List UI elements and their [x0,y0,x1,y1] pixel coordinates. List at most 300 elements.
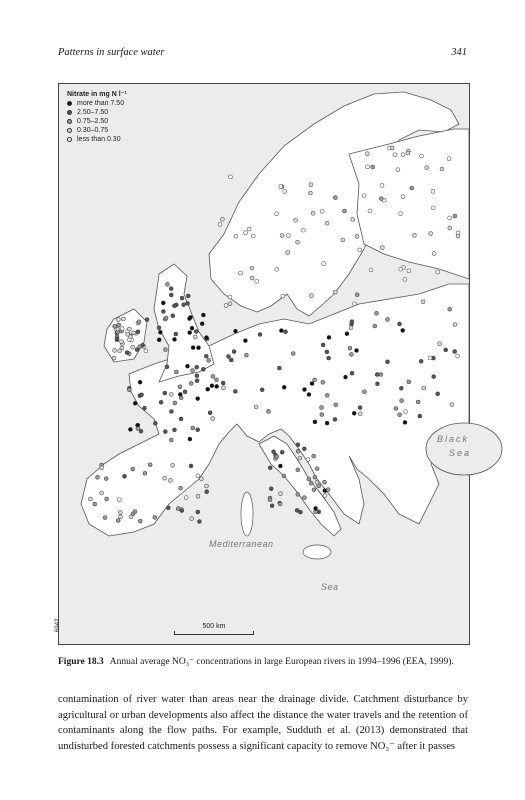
river-station-dot [326,488,330,492]
river-station-dot [362,194,366,198]
page-number: 341 [451,47,467,58]
river-station-dot [178,385,182,389]
river-station-dot [127,327,131,331]
river-station-dot [163,348,167,352]
river-station-dot [133,401,137,405]
river-station-dot [105,497,109,501]
river-station-dot [296,492,300,496]
river-station-dot [125,351,129,355]
river-station-dot [153,515,157,519]
river-station-dot [96,475,100,479]
river-station-dot [341,238,345,242]
river-station-dot [436,270,440,274]
river-station-dot [169,287,173,291]
river-station-dot [128,427,132,431]
river-station-dot [268,498,272,502]
scale-label: 500 km [202,623,226,630]
river-station-dot [371,165,375,169]
river-station-dot [116,318,120,322]
river-station-dot [157,338,161,342]
river-station-dot [93,502,97,506]
river-station-dot [373,324,377,328]
river-station-dot [184,496,188,500]
river-station-dot [379,197,383,201]
river-station-dot [325,350,329,354]
river-station-dot [448,226,452,230]
river-station-dot [234,234,238,238]
river-station-dot [180,296,184,300]
river-station-dot [358,412,362,416]
river-station-dot [291,352,295,356]
river-station-dot [88,497,92,501]
river-station-dot [189,464,193,468]
river-station-dot [103,516,107,520]
river-station-dot [447,157,451,161]
river-station-dot [309,183,313,187]
river-station-dot [448,307,452,311]
river-station-dot [421,300,425,304]
river-station-dot [260,388,264,392]
river-station-dot [221,386,225,390]
river-station-dot [186,364,190,368]
river-station-dot [172,304,176,308]
river-station-dot [159,400,163,404]
corsica-sardinia [241,492,253,536]
river-station-dot [428,356,432,360]
river-station-dot [453,350,457,354]
river-station-dot [272,450,276,454]
river-station-dot [119,515,123,519]
river-station-dot [416,400,420,404]
river-station-dot [138,380,142,384]
river-station-dot [386,318,390,322]
river-station-dot [279,329,283,333]
river-station-dot [386,360,390,364]
map-id: 6942 [55,618,61,632]
river-station-dot [191,346,195,350]
running-head [58,47,467,63]
river-station-dot [239,271,243,275]
river-station-dot [258,333,262,337]
river-station-dot [131,512,135,516]
river-station-dot [333,196,337,200]
legend-row [67,135,127,144]
river-station-dot [176,507,180,511]
river-station-dot [418,414,422,418]
river-station-dot [325,421,329,425]
river-station-dot [325,221,329,225]
river-station-dot [296,443,300,447]
river-station-dot [344,375,348,379]
river-station-dot [196,510,200,514]
river-station-dot [196,428,200,432]
river-station-dot [201,367,205,371]
river-station-dot [390,146,394,150]
river-station-dot [309,294,313,298]
river-station-dot [145,318,149,322]
river-station-dot [251,234,255,238]
river-station-dot [320,413,324,417]
river-station-dot [190,326,194,330]
river-station-dot [350,320,354,324]
river-station-dot [282,474,286,478]
river-station-dot [355,349,359,353]
river-station-dot [131,345,135,349]
river-station-dot [321,380,325,384]
river-station-dot [115,337,119,341]
river-station-dot [179,417,183,421]
river-station-dot [279,185,283,189]
river-station-dot [406,151,410,155]
river-station-dot [379,373,383,377]
river-station-dot [255,279,259,283]
legend-row [67,117,127,126]
river-station-dot [369,268,373,272]
river-station-dot [164,316,168,320]
figure-label: Figure 18.3 [58,657,104,667]
river-station-dot [197,346,201,350]
body-paragraph: contamination of river water than areas near the drainage divide. Catchment disturbance by agricultural or urban developments also affect the distance the water travels and the retention of contaminants along the flow paths. For example, Sudduth et al. (2013) demonstrated that undisturbed forested catchments possess a significant capacity to remove NO₃⁻ after it passes [58,694,468,752]
legend-swatch [67,119,72,124]
river-station-dot [100,491,104,495]
river-station-dot [298,456,302,460]
river-station-dot [250,266,254,270]
river-station-dot [343,209,347,213]
river-station-dot [143,471,147,475]
river-station-dot [355,293,359,297]
river-station-dot [136,427,140,431]
river-station-dot [169,293,173,297]
river-station-dot [127,388,131,392]
river-station-dot [165,282,169,286]
river-station-dot [296,240,300,244]
river-station-dot [191,369,195,373]
river-station-dot [278,502,282,506]
river-station-dot [153,421,157,425]
river-station-dot [104,477,108,481]
river-station-dot [205,490,209,494]
river-station-dot [204,336,208,340]
river-station-dot [188,437,192,441]
river-station-dot [221,381,225,385]
river-station-dot [448,216,452,220]
river-station-dot [398,413,402,417]
river-station-dot [456,234,460,238]
river-station-dot [193,335,197,339]
river-station-dot [117,498,121,502]
river-station-dot [189,315,193,319]
river-station-dot [171,314,175,318]
river-station-dot [333,290,337,294]
river-station-dot [310,382,314,386]
figure-caption [58,656,468,667]
river-station-dot [315,480,319,484]
legend-row [67,108,127,117]
river-station-dot [132,331,136,335]
river-station-dot [206,387,210,391]
river-station-dot [313,378,317,382]
river-station-dot [431,189,435,193]
river-station-dot [232,350,236,354]
river-station-dot [320,209,324,213]
river-station-dot [283,190,287,194]
river-station-dot [399,267,403,271]
river-station-dot [116,519,120,523]
river-station-dot [380,183,384,187]
river-station-dot [267,409,271,413]
river-station-dot [210,384,214,388]
river-station-dot [393,153,397,157]
legend-label: 0.75–2.50 [77,118,109,125]
map-legend [67,90,127,144]
river-station-dot [350,371,354,375]
legend-swatch [67,110,72,115]
river-station-dot [333,417,337,421]
river-station-dot [244,231,248,235]
river-station-dot [234,329,238,333]
river-station-dot [182,303,186,307]
river-station-dot [218,222,222,226]
river-station-dot [302,496,306,500]
river-station-dot [368,209,372,213]
river-station-dot [404,410,408,414]
river-station-dot [270,504,274,508]
river-station-dot [121,317,125,321]
river-station-dot [207,358,211,362]
river-station-dot [398,322,402,326]
river-station-dot [243,339,247,343]
river-station-dot [282,385,286,389]
river-station-dot [165,365,169,369]
river-station-dot [173,337,177,341]
river-station-dot [407,269,411,273]
river-station-dot [169,478,173,482]
river-station-dot [307,393,311,397]
river-station-dot [228,302,232,306]
river-station-dot [396,168,400,172]
river-station-dot [352,411,356,415]
river-station-dot [432,375,436,379]
river-station-dot [140,393,144,397]
river-station-dot [279,492,283,496]
legend-row [67,126,127,135]
river-station-dot [444,348,448,352]
river-station-dot [113,348,117,352]
river-station-dot [380,246,384,250]
river-station-dot [313,475,317,479]
river-station-dot [403,277,407,281]
river-station-dot [204,354,208,358]
river-station-dot [215,378,219,382]
river-station-dot [174,332,178,336]
river-station-dot [120,346,124,350]
legend-row [67,99,127,108]
river-station-dot [275,212,279,216]
river-station-dot [169,438,173,442]
river-station-dot [227,355,231,359]
river-station-dot [120,340,124,344]
river-station-dot [401,195,405,199]
scale-line [174,631,254,635]
river-station-dot [163,391,167,395]
river-station-dot [295,508,299,512]
river-station-dot [327,356,331,360]
river-station-dot [163,476,167,480]
river-station-dot [143,406,147,410]
river-station-dot [268,466,272,470]
river-station-dot [188,331,192,335]
river-station-dot [307,477,311,481]
river-station-dot [112,356,116,360]
river-station-dot [353,302,357,306]
river-station-dot [196,397,200,401]
river-station-dot [117,323,121,327]
black-sea-label-line2: Sea [449,448,472,458]
river-station-dot [169,410,173,414]
river-station-dot [349,326,353,330]
river-station-dot [183,390,187,394]
river-station-dot [199,477,203,481]
river-station-dot [321,343,325,347]
river-station-dot [120,327,124,331]
sicily [303,545,331,559]
river-station-dot [208,411,212,415]
river-station-dot [244,353,248,357]
legend-label: less than 0.30 [77,136,121,143]
river-station-dot [196,494,200,498]
river-station-dot [186,294,190,298]
river-station-dot [425,166,429,170]
river-station-dot [196,474,200,478]
river-station-dot [306,458,310,462]
river-station-dot [195,379,199,383]
river-station-dot [399,386,403,390]
river-station-dot [195,365,199,369]
river-station-dot [450,403,454,407]
river-station-dot [401,153,405,157]
legend-swatch [67,128,72,133]
river-station-dot [280,450,284,454]
river-station-dot [286,233,290,237]
river-station-dot [351,218,355,222]
river-station-dot [141,343,145,347]
river-station-dot [229,358,233,362]
river-station-dot [296,449,300,453]
legend-swatch [67,137,72,142]
running-title: Patterns in surface water [58,47,165,58]
river-station-dot [323,480,327,484]
river-station-dot [228,295,232,299]
river-station-dot [303,388,307,392]
river-station-dot [229,175,233,179]
river-station-dot [247,227,251,231]
legend-label: 2.50–7.50 [77,109,109,116]
river-station-dot [205,484,209,488]
river-station-dot [419,359,423,363]
river-station-dot [169,392,173,396]
river-station-dot [166,506,170,510]
river-station-dot [355,234,359,238]
river-station-dot [224,304,228,308]
river-station-dot [211,374,215,378]
river-station-dot [323,494,327,498]
river-station-dot [275,267,279,271]
europe-nitrate-map [55,83,472,645]
river-station-dot [429,232,433,236]
legend-swatch [67,101,72,106]
river-station-dot [113,324,117,328]
river-station-dot [190,517,194,521]
river-station-dot [189,381,193,385]
river-station-dot [201,313,205,317]
river-station-dot [178,392,182,396]
river-station-dot [123,474,127,478]
river-station-dot [308,191,312,195]
river-station-dot [135,348,139,352]
river-station-dot [195,374,199,378]
map-graphic [59,84,472,644]
river-station-dot [296,468,300,472]
mediterranean-sea-label: Sea [321,582,339,592]
river-station-dot [180,509,184,513]
river-station-dot [315,467,319,471]
river-station-dot [301,228,305,232]
river-station-dot [171,463,175,467]
river-station-dot [137,320,141,324]
river-station-dot [399,212,403,216]
river-station-dot [174,370,178,374]
river-station-dot [313,420,317,424]
river-station-dot [349,352,353,356]
river-station-dot [401,328,405,332]
river-station-dot [254,405,258,409]
river-station-dot [157,326,161,330]
river-station-dot [334,403,338,407]
river-station-dot [453,214,457,218]
river-station-dot [100,466,104,470]
river-station-dot [320,406,324,410]
river-station-dot [294,218,298,222]
river-station-dot [144,349,148,353]
river-station-dot [179,486,183,490]
river-station-dot [220,217,224,221]
river-station-dot [309,481,313,485]
river-station-dot [413,233,417,237]
river-station-dot [312,488,316,492]
river-station-dot [375,373,379,377]
river-station-dot [277,366,281,370]
river-station-dot [211,417,215,421]
river-station-dot [358,248,362,252]
river-station-dot [322,262,326,266]
river-station-dot [431,206,435,210]
river-station-dot [163,430,167,434]
river-station-dot [410,186,414,190]
river-station-dot [365,152,369,156]
river-station-dot [325,393,329,397]
legend-title: Nitrate in mg N l⁻¹ [67,91,127,98]
river-station-dot [358,406,362,410]
river-station-dot [197,520,201,524]
mediterranean-label: Mediterranean [209,539,274,549]
river-station-dot [312,454,316,458]
river-station-dot [432,252,436,256]
river-station-dot [407,380,411,384]
river-station-dot [194,330,198,334]
caption-text: Annual average NO₃⁻ concentrations in large European rivers in 1994–1996 (EEA, 1999). [109,657,454,667]
river-station-dot [138,519,142,523]
river-station-dot [275,455,279,459]
